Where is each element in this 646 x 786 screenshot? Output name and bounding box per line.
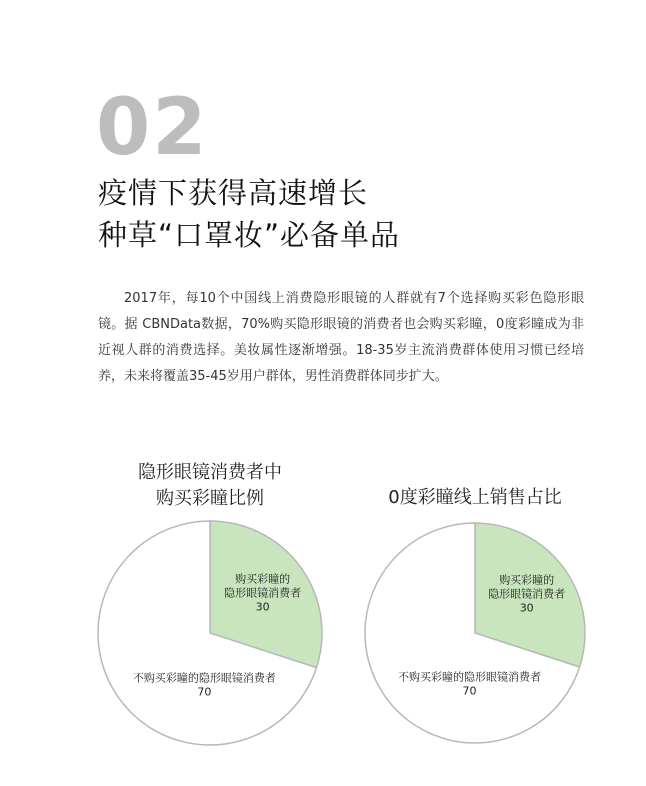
pie-2-slice-2-value: 70 (462, 684, 477, 698)
headline-line-1: 疫情下获得高速增长 (98, 176, 369, 210)
pie-2-slice-1-label-line: 隐形眼镜消费者 (488, 587, 566, 601)
pie-1-slice-2-value: 70 (197, 685, 212, 699)
pie-chart-1-title-line-2: 购买彩瞳比例 (156, 488, 264, 509)
pie-chart-2-title-line-1: 0度彩瞳线上销售占比 (388, 487, 562, 508)
pie-1-slice-1-value: 30 (255, 600, 270, 614)
pie-chart-1-title-line-1: 隐形眼镜消费者中 (138, 462, 282, 483)
pie-2-slice-2-label-line: 不购买彩瞳的隐形眼镜消费者 (398, 670, 541, 684)
headline-line-2: 种草“口罩妆”必备单品 (98, 218, 401, 252)
pie-1-slice-2-label-line: 不购买彩瞳的隐形眼镜消费者 (132, 671, 276, 685)
pie-1-slice-1-label-line: 隐形眼镜消费者 (224, 586, 302, 600)
body-paragraph: 2017年，每10个中国线上消费隐形眼镜的人群就有7个选择购买彩色隐形眼镜。据 CBNData数据，70%购买隐形眼镜的消费者也会购买彩瞳，0度彩瞳成为非近视人群的消费选择。美妆属性逐渐增强。18-35岁主流消费群体使用习惯已经培养，未来将覆盖35-45岁用户群体，男性消费群体同步扩大。 (98, 291, 584, 384)
pie-1-slice-1-label-line: 购买彩瞳的 (235, 572, 291, 586)
section-number: 02 (96, 83, 209, 173)
pie-2-slice-1-label-line: 购买彩瞳的 (499, 573, 555, 587)
pie-2-slice-1-value: 30 (519, 601, 534, 615)
